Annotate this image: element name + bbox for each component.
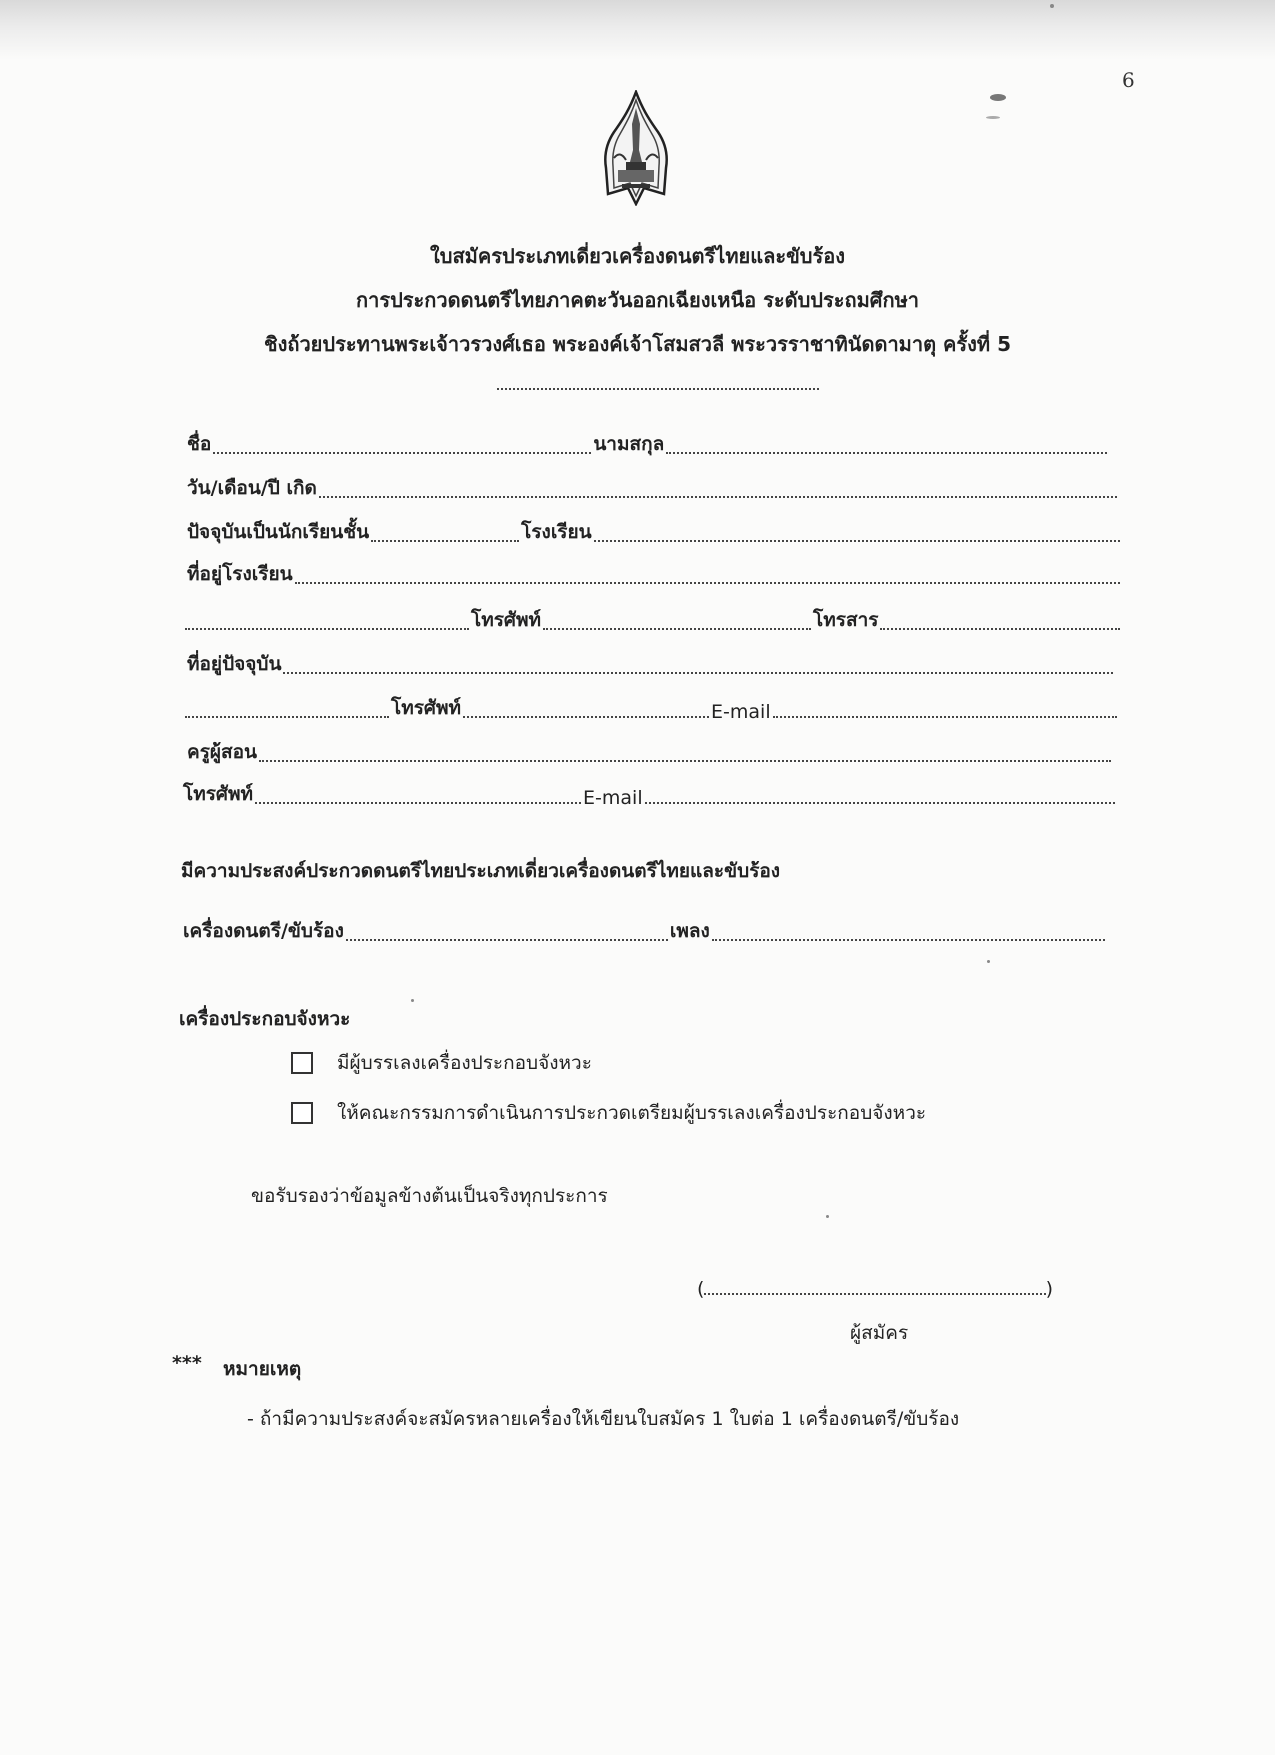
school-phone-field[interactable] xyxy=(543,628,811,630)
scan-shadow xyxy=(0,0,1275,60)
teacher-phone-label: โทรศัพท์ xyxy=(183,783,254,805)
birth-date-label: วัน/เดือน/ปี เกิด xyxy=(187,477,317,499)
school-fax-field[interactable] xyxy=(880,628,1120,630)
rhythm-option-own-checkbox[interactable] xyxy=(291,1052,313,1074)
rhythm-option-own-label: มีผู้บรรเลงเครื่องประกอบจังหวะ xyxy=(337,1052,592,1074)
last-name-field[interactable] xyxy=(666,452,1107,454)
signature-caption: ผู้สมัคร xyxy=(850,1322,909,1344)
university-emblem-icon xyxy=(600,90,672,206)
song-field[interactable] xyxy=(712,939,1105,941)
current-address-field-2[interactable] xyxy=(185,716,389,718)
home-email-label: E-mail xyxy=(711,701,771,723)
teacher-field[interactable] xyxy=(259,760,1111,762)
signature-name-field[interactable] xyxy=(704,1293,1045,1295)
contest-title: การประกวดดนตรีไทยภาคตะวันออกเฉียงเหนือ ระดับประถมศึกษา xyxy=(356,288,919,312)
school-address-field[interactable] xyxy=(295,582,1120,584)
school-phone-label: โทรศัพท์ xyxy=(471,609,542,631)
school-fax-label: โทรสาร xyxy=(813,609,879,631)
teacher-contact-row xyxy=(181,777,1115,809)
teacher-email-label: E-mail xyxy=(583,787,643,809)
note-stars: *** xyxy=(172,1352,202,1374)
rhythm-option-committee-checkbox[interactable] xyxy=(291,1102,313,1124)
teacher-phone-field[interactable] xyxy=(255,802,581,804)
grade-label: ปัจจุบันเป็นนักเรียนชั้น xyxy=(187,521,370,543)
certification-text: ขอรับรองว่าข้อมูลข้างต้นเป็นจริงทุกประการ xyxy=(251,1185,608,1207)
page-number: 6 xyxy=(1122,68,1135,92)
signature-close-paren: ) xyxy=(1045,1278,1053,1300)
grade-school-row xyxy=(185,515,1120,547)
trophy-title: ชิงถ้วยประทานพระเจ้าวรวงศ์เธอ พระองค์เจ้าโสมสวลี พระวรราชาทินัดดามาตุ ครั้งที่ 5 xyxy=(264,332,1011,356)
school-address-label: ที่อยู่โรงเรียน xyxy=(187,563,293,585)
school-address-row xyxy=(185,557,1120,589)
home-phone-label: โทรศัพท์ xyxy=(391,697,462,719)
note-title: หมายเหตุ xyxy=(223,1358,302,1380)
home-email-field[interactable] xyxy=(773,716,1117,718)
first-name-label: ชื่อ xyxy=(187,433,212,455)
name-row xyxy=(185,427,1107,459)
current-address-label: ที่อยู่ปัจจุบัน xyxy=(187,653,282,675)
birth-date-field[interactable] xyxy=(319,496,1117,498)
current-address-row xyxy=(185,647,1113,679)
grade-field[interactable] xyxy=(371,540,519,542)
school-label: โรงเรียน xyxy=(521,521,592,543)
scan-speck xyxy=(411,999,414,1002)
school-contact-row xyxy=(185,603,1120,635)
scan-speck xyxy=(986,116,1000,119)
scan-speck xyxy=(990,94,1006,101)
scan-speck xyxy=(987,960,990,963)
scan-speck xyxy=(826,1215,829,1218)
form-title: ใบสมัครประเภทเดี่ยวเครื่องดนตรีไทยและขับร้อง xyxy=(430,244,845,268)
scan-speck xyxy=(1050,4,1054,8)
rhythm-option-committee-label: ให้คณะกรรมการดำเนินการประกวดเตรียมผู้บรรเลงเครื่องประกอบจังหวะ xyxy=(337,1102,927,1124)
home-phone-field[interactable] xyxy=(463,716,709,718)
signature-open-paren: ( xyxy=(697,1278,705,1300)
signature-line xyxy=(697,1278,1053,1300)
school-address-field-2[interactable] xyxy=(185,628,469,630)
first-name-field[interactable] xyxy=(213,452,591,454)
teacher-label: ครูผู้สอน xyxy=(187,741,258,763)
title-blank-line[interactable] xyxy=(497,378,819,390)
instrument-song-row xyxy=(181,914,1105,946)
teacher-row xyxy=(185,735,1111,767)
current-address-field[interactable] xyxy=(283,672,1113,674)
home-contact-row xyxy=(185,691,1117,723)
rhythm-option-committee xyxy=(291,1098,926,1128)
rhythm-option-own xyxy=(291,1048,592,1078)
intent-statement: มีความประสงค์ประกวดดนตรีไทยประเภทเดี่ยวเครื่องดนตรีไทยและขับร้อง xyxy=(181,860,781,882)
song-label: เพลง xyxy=(669,920,710,942)
school-field[interactable] xyxy=(594,540,1120,542)
birth-date-row xyxy=(185,471,1117,503)
rhythm-heading: เครื่องประกอบจังหวะ xyxy=(179,1008,351,1030)
note-item: - ถ้ามีความประสงค์จะสมัครหลายเครื่องให้เขียนใบสมัคร 1 ใบต่อ 1 เครื่องดนตรี/ขับร้อง xyxy=(247,1408,960,1430)
instrument-label: เครื่องดนตรี/ขับร้อง xyxy=(183,920,344,942)
teacher-email-field[interactable] xyxy=(645,802,1115,804)
last-name-label: นามสกุล xyxy=(593,433,665,455)
instrument-field[interactable] xyxy=(346,939,668,941)
